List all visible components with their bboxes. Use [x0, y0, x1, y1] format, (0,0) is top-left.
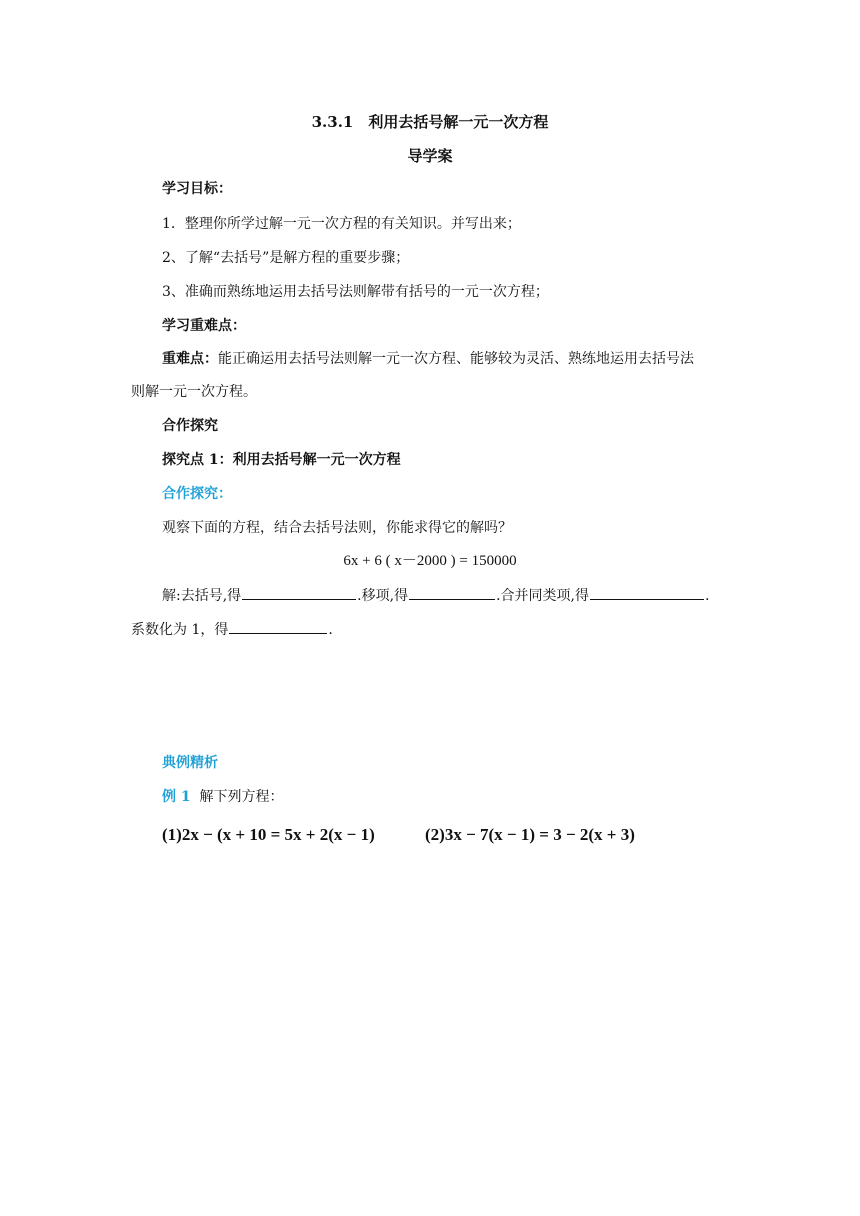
explore-sub-heading: 合作探究：: [162, 486, 232, 502]
solution-text: 系数化为 1，得: [131, 622, 229, 638]
example-instruction: 解下列方程：: [199, 789, 284, 805]
solution-text: .: [704, 588, 710, 604]
key-points-heading: 学习重难点：: [162, 318, 246, 334]
solution-text: 解:去括号,得: [162, 588, 242, 604]
answer-blank[interactable]: [242, 585, 356, 600]
key-points-continuation: 则解一元一次方程。: [131, 384, 257, 400]
example-equation-1: (1)2x − (x + 10 = 5x + 2(x − 1): [162, 825, 375, 844]
explore-equation: 6x + 6 ( x－2000 ) = 150000: [343, 553, 517, 569]
objective-item: 3、准确而熟练地运用去括号法则解带有括号的一元一次方程；: [162, 284, 549, 300]
answer-blank[interactable]: [590, 585, 704, 600]
key-points-paragraph: [162, 349, 694, 369]
page-title: 3.3.1 利用去括号解一元一次方程: [311, 113, 549, 131]
solution-line: [131, 619, 333, 640]
examples-heading: 典例精析: [162, 755, 218, 771]
explore-point-heading: 探究点 1：利用去括号解一元一次方程: [162, 452, 401, 468]
objectives-heading: 学习目标：: [162, 181, 232, 197]
solution-text: .移项,得: [357, 588, 409, 604]
solution-text: .: [328, 622, 333, 638]
objective-item: 2、了解“去括号”是解方程的重要步骤；: [162, 250, 410, 266]
answer-blank[interactable]: [229, 619, 327, 634]
solution-line: [162, 585, 709, 606]
page-subtitle: 导学案: [407, 147, 453, 165]
example-equation-2: (2)3x − 7(x − 1) = 3 − 2(x + 3): [425, 825, 635, 844]
solution-text: .合并同类项,得: [496, 588, 589, 604]
explore-question: 观察下面的方程，结合去括号法则，你能求得它的解吗？: [162, 520, 512, 536]
example-label: 例 1: [162, 789, 191, 805]
explore-heading: 合作探究: [162, 418, 218, 434]
key-points-text: 能正确运用去括号法则解一元一次方程、能够较为灵活、熟练地运用去括号法: [218, 351, 694, 367]
key-points-label: 重难点：: [162, 351, 218, 367]
example-line: [162, 787, 284, 807]
objective-item: 1．整理你所学过解一元一次方程的有关知识。并写出来；: [162, 216, 521, 232]
answer-blank[interactable]: [409, 585, 495, 600]
